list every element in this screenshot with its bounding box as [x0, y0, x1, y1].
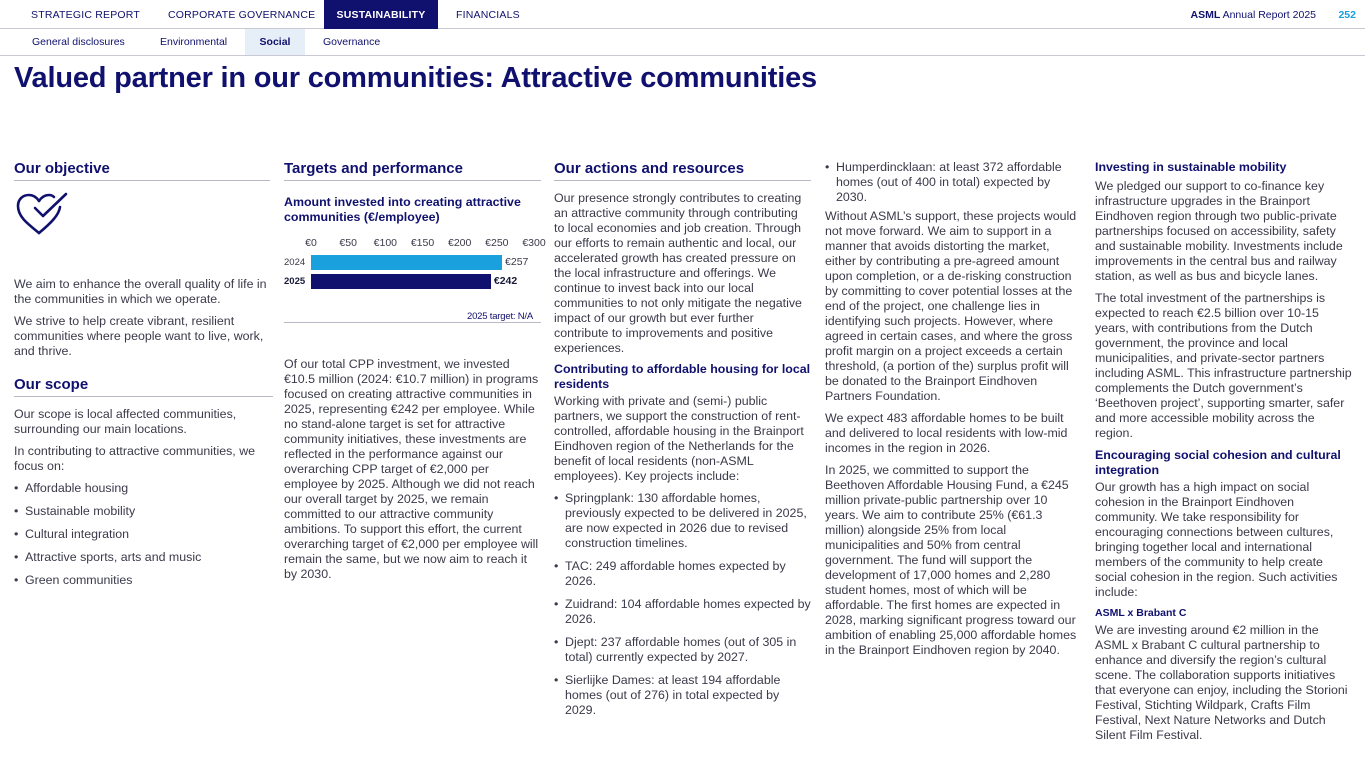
bar-2025 [311, 274, 491, 289]
tab-financials[interactable]: FINANCIALS [456, 9, 520, 21]
x-tick-label: €300 [522, 237, 546, 249]
investment-bar-chart [284, 237, 546, 323]
mobility-heading: Investing in sustainable mobility [1095, 160, 1287, 174]
bar-2024 [311, 255, 502, 270]
list-item: • Springplank: 130 affordable homes, previously expected to be delivered in 2025, are now expected in 2026 due to revised construction timelines. [554, 491, 811, 551]
x-tick-label: €200 [447, 237, 472, 249]
x-tick-label: €100 [373, 237, 398, 249]
list-item: • Zuidrand: 104 affordable homes expected by 2026. [554, 597, 811, 627]
cohesion-paragraph: Our growth has a high impact on social cohesion in the Brainport Eindhoven community. We take responsibility for encouraging connections between cultures, bringing together local and international members of the community to help create social cohesion in the region. Such activities include: [1095, 480, 1338, 599]
sub-navigation [0, 29, 1365, 56]
list-item: • Cultural integration [14, 527, 270, 542]
housing-projects-list-continued [825, 160, 1083, 205]
list-item: • Attractive sports, arts and music [14, 550, 270, 565]
tab-corporate-governance[interactable]: CORPORATE GOVERNANCE [168, 9, 316, 21]
targets-body: Of our total CPP investment, we invested €10.5 million (2024: €10.7 million) in programs focused on creating attractive communities in 2025, representing €242 per employee. While no stand-alone target is set for attractive community initiatives, these investments are reflected in the performance against our overarching CPP target of €2,000 per employee by 2025. Although we did not reach our overall target by 2025, we remain committed to our attractive community ambitions. To support this effort, the current overarching target of €2,000 per employee will remain the same, but we now aim to reach it by 2030. [284, 357, 539, 581]
focus-list [14, 481, 270, 588]
category-label: 2024 [284, 257, 306, 268]
heart-check-icon [14, 191, 270, 243]
scope-paragraph-2: In contributing to attractive communities, we focus on: [14, 444, 256, 473]
data-label: €257 [505, 256, 529, 268]
brand-name: ASML [1190, 9, 1221, 21]
top-navigation [0, 0, 1365, 29]
x-tick-label: €150 [410, 237, 435, 249]
housing-paragraph: Working with private and (semi-) public partners, we support the construction of rent-controlled, affordable housing in the Brainport Eindhoven region of the Netherlands for the benefit of local residents (non-ASML employees). Key projects include: [554, 394, 804, 483]
report-brand [1191, 0, 1317, 31]
brabant-paragraph: We are investing around €2 million in the ASML x Brabant C cultural partnership to enhance and diversify the region’s cultural scene. The collaboration supports initiatives that everyone can enjoy, including the Storioni Festival, Stichting Wildpark, Crafts Film Festival, Next Nature Networks and Dutch Silent Film Festival. [1095, 623, 1348, 742]
subtab-governance[interactable]: Governance [323, 36, 381, 48]
scope-paragraph-1: Our scope is local affected communities, surrounding our main locations. [14, 407, 237, 436]
housing-heading: Contributing to affordable housing for local residents [554, 362, 811, 391]
category-label: 2025 [284, 276, 306, 287]
x-tick-label: €0 [305, 237, 317, 249]
actions-paragraph: Our presence strongly contributes to creating an attractive community through contributing to local economies and job creation. Through our efforts to remain authentic and local, our accelerated growth has created pressure on the local infrastructure and offerings. We continue to invest back into our local communities to not only mitigate the negative impact of our growth but ever further contribute to improvements and positive experiences. [554, 191, 802, 355]
subtab-general-disclosures[interactable]: General disclosures [32, 36, 125, 48]
scope-heading: Our scope [14, 376, 273, 397]
cohesion-heading: Encouraging social cohesion and cultural integration [1095, 448, 1341, 477]
support-paragraph: Without ASML’s support, these projects would not move forward. We aim to support in a manner that avoids distorting the market, either by contributing a pre-agreed amount upon completion, or a de-risking construction by committing to cover potential losses at the end of the project, one challenge lies in identifying such projects. However, where agreed in certain cases, and where the gross profit margin on a project exceeds a certain threshold, (a portion of the) surplus profit will be donated to the Brainport Eindhoven Partners Foundation. [825, 209, 1077, 403]
data-label: €242 [493, 275, 518, 287]
chart-target-note: 2025 target: N/A [467, 311, 533, 322]
list-item: • TAC: 249 affordable homes expected by 2026. [554, 559, 811, 589]
actions-column [554, 160, 811, 726]
housing-projects-list [554, 491, 811, 718]
objective-paragraph-2: We strive to help create vibrant, resilient communities where people want to live, work, and thrive. [14, 314, 264, 358]
mobility-paragraph-2: The total investment of the partnerships is expected to reach €2.5 billion over 10-15 years, with contributions from the Dutch government, the province and local municipalities, and private-sector partners including ASML. This infrastructure partnership complements the Dutch government’s ‘Beethoven project’, supporting smarter, safer and more accessible mobility across the region. [1095, 291, 1352, 440]
mobility-cohesion-column [1095, 160, 1353, 750]
housing-continued-column [825, 160, 1083, 665]
x-tick-label: €50 [339, 237, 357, 249]
list-item: • Sierlijke Dames: at least 194 affordable homes (out of 276) in total expected by 2029. [554, 673, 811, 718]
list-item: • Affordable housing [14, 481, 270, 496]
beethoven-fund-paragraph: In 2025, we committed to support the Beethoven Affordable Housing Fund, a €245 million private-public partnership over 10 years. We aim to contribute 25% (€61.3 million) alongside 25% from local municipalities and 50% from central government. The fund will support the development of 17,000 homes and 2,280 student homes, most of which will be affordable. The first homes are expected in 2028, marking significant progress toward our ambition of enabling 25,000 affordable homes in the Brainport Eindhoven region by 2040. [825, 463, 1077, 657]
list-item: • Djept: 237 affordable homes (out of 305 in total) currently expected by 2027. [554, 635, 811, 665]
homes-expected-paragraph: We expect 483 affordable homes to be built and delivered to local residents with low-mid incomes in the region in 2026. [825, 411, 1068, 455]
subtab-environmental[interactable]: Environmental [160, 36, 228, 48]
objective-heading: Our objective [14, 160, 270, 181]
objective-scope-column [14, 160, 270, 596]
chart-title: Amount invested into creating attractive communities (€/employee) [284, 195, 521, 224]
tab-sustainability[interactable]: SUSTAINABILITY [324, 0, 438, 29]
mobility-paragraph-1: We pledged our support to co-finance key infrastructure upgrades in the Brainport Eindhoven region through two public-private partnerships focused on accessibility, safety and sustainable mobility. Investments include improvements in the central bus and railway station, as well as bus and bicycle lanes. [1095, 179, 1343, 283]
list-item: • Humperdincklaan: at least 372 affordable homes (out of 400 in total) expected by 2030. [825, 160, 1083, 205]
page-number: 252 [1338, 9, 1356, 21]
list-item: • Green communities [14, 573, 270, 588]
actions-heading: Our actions and resources [554, 160, 811, 181]
subtab-social[interactable]: Social [245, 29, 305, 55]
tab-strategic-report[interactable]: STRATEGIC REPORT [31, 9, 140, 21]
x-tick-label: €250 [485, 237, 509, 249]
brand-report-title: Annual Report 2025 [1222, 9, 1316, 21]
list-item: • Sustainable mobility [14, 504, 270, 519]
targets-column [284, 160, 546, 589]
objective-paragraph-1: We aim to enhance the overall quality of life in the communities in which we operate. [14, 277, 267, 306]
page-title: Valued partner in our communities: Attractive communities [14, 62, 817, 94]
brabant-heading: ASML x Brabant C [1095, 607, 1187, 619]
targets-heading: Targets and performance [284, 160, 541, 181]
